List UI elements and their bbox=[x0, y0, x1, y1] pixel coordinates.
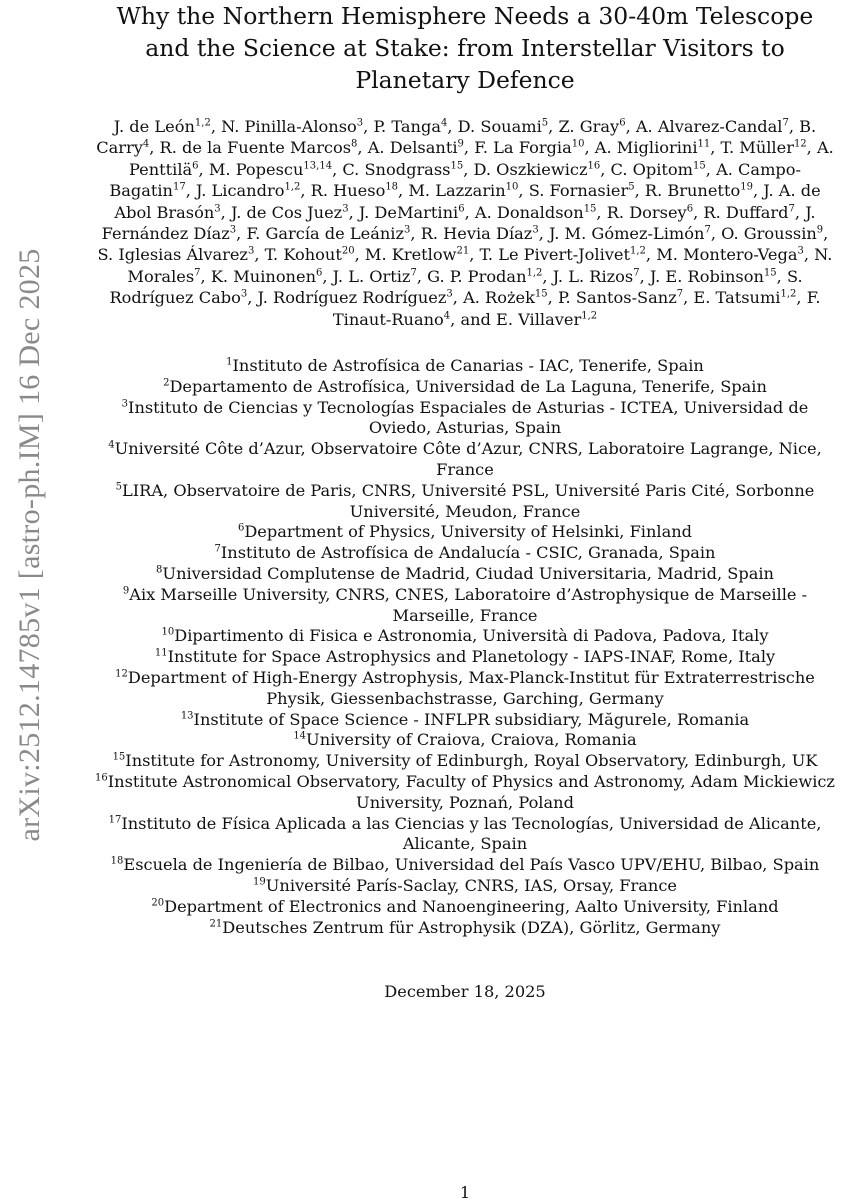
author-affiliation-marker: 8 bbox=[351, 139, 358, 151]
author-affiliation-marker: 7 bbox=[782, 117, 789, 129]
author-name: J. de León bbox=[113, 117, 195, 136]
affiliation-number: 4 bbox=[108, 439, 115, 451]
affiliation-number: 8 bbox=[156, 564, 163, 576]
author-name: R. Dorsey bbox=[606, 202, 687, 222]
author-affiliation-marker: 9 bbox=[816, 224, 824, 236]
author-affiliation-marker: 7 bbox=[194, 267, 201, 279]
affiliation-text: LIRA, Observatoire de Paris, CNRS, Université PSL, Université Paris Cité, Sorbonne Université, Meudon, France bbox=[122, 480, 815, 521]
affiliation-item bbox=[95, 585, 835, 627]
author-affiliation-marker: 17 bbox=[172, 181, 186, 193]
author-name: D. Oszkiewicz bbox=[473, 159, 588, 179]
affiliation-item bbox=[95, 481, 835, 523]
affiliation-text: Department of Electronics and Nanoengineering, Aalto University, Finland bbox=[164, 896, 779, 916]
author-name: D. Souami bbox=[457, 117, 542, 136]
affiliation-number: 20 bbox=[151, 897, 165, 909]
author-affiliation-marker: 5 bbox=[541, 117, 549, 129]
author-affiliation-marker: 7 bbox=[704, 224, 711, 236]
affiliation-number: 3 bbox=[121, 398, 129, 410]
affiliation-text: Department of Physics, University of Helsinki, Finland bbox=[244, 522, 693, 542]
author-affiliation-marker: 3 bbox=[247, 246, 255, 258]
author-name: R. Hevia Díaz bbox=[420, 224, 533, 244]
affiliation-number: 11 bbox=[154, 647, 168, 659]
affiliation-text: Université Côte d’Azur, Observatoire Côte d’Azur, CNRS, Laboratoire Lagrange, Nice, France bbox=[114, 439, 822, 479]
author-name: J. L. Rizos bbox=[552, 266, 634, 286]
affiliation-text: Université París-Saclay, CNRS, IAS, Orsay, France bbox=[265, 875, 677, 895]
author-affiliation-marker: 18 bbox=[385, 181, 399, 193]
author-list: J. de León$^{1,2}$, N. Pinilla-Alonso$^3$, P. Tanga$^4$, D. Souami$^5$, Z. Gray$^6$, A. Alvarez-Candal$^7$, B. Carry$^4$, R. de la Fuente Marcos$^8$, A. Delsanti$^9$, F. La Forgia$^{10}$, A. Migliorini$^{11}$, T. Müller$^{12}$, A. Penttilä$^6$, M. Popescu$^{13,14}$, C. Snodgrass$^{15}$, D. Oszkiewicz$^{16}$, C. Opitom$^{15}$, A. Campo-Bagatin$^{17}$, J. Licandro$^{1,2}$, R. Hueso$^{18}$, M. Lazzarin$^{10}$, S. Fornasier$^5$, R. Brunetto$^{19}$, J. A. de Abol Brasón$^3$, J. de Cos Juez$^3$, J. DeMartini$^6$, A. Donaldson$^{15}$, R. Dorsey$^6$, R. Duffard$^7$, J. Fernández Díaz$^3$, F. García de Leániz$^3$, R. Hevia Díaz$^3$, J. M. Gómez-Limón$^7$, O. Groussin$^9$, S. Iglesias Álvarez$^3$, T. Kohout$^{20}$, M. Kretlow$^{21}$, T. Le Pivert-Jolivet$^{1,2}$, M. Montero-Vega$^3$, N. Morales$^7$, K. Muinonen$^6$, J. L. Ortiz$^7$, G. P. Prodan$^{1,2}$, J. L. Rizos$^7$, J. E. Robinson$^{15}$, S. Rodríguez Cabo$^3$, J. Rodríguez Rodríguez$^3$, A. Rożek$^{15}$, P. Santos-Sanz$^7$, E. Tatsumi$^{1,2}$, F. Tinaut-Ruano$^4$, and E. Villaver$^{1,2}$ bbox=[96, 117, 834, 329]
author-affiliation-marker: 3 bbox=[532, 224, 539, 236]
affiliation-number: 2 bbox=[163, 377, 170, 389]
author-name: A. Alvarez-Candal bbox=[635, 117, 783, 136]
author-name: E. Tatsumi bbox=[693, 288, 781, 308]
author-name: F. García de Leániz bbox=[246, 224, 405, 244]
author-name: T. Kohout bbox=[264, 245, 342, 265]
author-affiliation-marker: 4 bbox=[142, 139, 150, 151]
affiliation-text: University of Craiova, Craiova, Romania bbox=[306, 730, 637, 750]
author-name: R. de la Fuente Marcos bbox=[159, 138, 352, 158]
author-name: S. Iglesias Álvarez bbox=[97, 245, 248, 265]
affiliation-number: 5 bbox=[115, 481, 123, 493]
author-name: S. Fornasier bbox=[528, 181, 629, 201]
author-name: C. Opitom bbox=[610, 159, 694, 179]
author-name: M. Lazzarin bbox=[408, 181, 506, 201]
author-name: T. Le Pivert-Jolivet bbox=[479, 245, 630, 265]
author-affiliation-marker: 3 bbox=[356, 117, 364, 129]
affiliation-item bbox=[95, 564, 835, 585]
author-affiliation-marker: 15 bbox=[693, 160, 706, 172]
author-affiliation-marker: 21 bbox=[456, 246, 470, 258]
affiliation-number: 12 bbox=[115, 668, 128, 680]
author-affiliation-marker: 1,2 bbox=[630, 246, 646, 258]
affiliation-number: 14 bbox=[293, 730, 307, 742]
author-name: J. de Cos Juez bbox=[230, 202, 343, 222]
author-affiliation-marker: 15 bbox=[534, 288, 548, 300]
author-affiliation-marker: 1,2 bbox=[194, 117, 211, 129]
affiliation-item bbox=[95, 918, 835, 939]
author-name: J. Licandro bbox=[196, 181, 285, 201]
author-name: R. Hueso bbox=[310, 181, 386, 201]
author-name: A. Delsanti bbox=[367, 138, 458, 158]
author-name: A. Campo-Bagatin bbox=[109, 159, 802, 201]
author-name: F. Tinaut-Ruano bbox=[332, 288, 821, 329]
author-name: A. Penttilä bbox=[128, 138, 834, 179]
author-name: A. Donaldson bbox=[474, 202, 584, 222]
author-affiliation-marker: 7 bbox=[788, 203, 795, 215]
affiliation-number: 7 bbox=[214, 543, 221, 555]
author-name: Z. Gray bbox=[558, 117, 620, 136]
author-name: J. DeMartini bbox=[358, 202, 459, 222]
author-affiliation-marker: 3 bbox=[404, 224, 411, 236]
affiliation-item bbox=[95, 522, 835, 543]
author-name: R. Duffard bbox=[703, 202, 789, 222]
affiliation-text: Institute of Space Science - INFLPR subsidiary, Măgurele, Romania bbox=[193, 709, 750, 729]
author-name: A. Migliorini bbox=[594, 138, 698, 158]
author-name: F. La Forgia bbox=[474, 138, 572, 158]
author-affiliation-marker: 6 bbox=[686, 203, 694, 215]
author-name: E. Villaver bbox=[496, 309, 582, 329]
affiliation-text: Institute for Space Astrophysics and Planetology - IAPS-INAF, Rome, Italy bbox=[167, 647, 776, 667]
author-affiliation-marker: 9 bbox=[457, 139, 464, 151]
affiliation-text: Instituto de Astrofísica de Canarias - IAC, Tenerife, Spain bbox=[232, 356, 704, 375]
affiliation-text: Aix Marseille University, CNRS, CNES, Laboratoire d’Astrophysique de Marseille - Marseille, France bbox=[129, 584, 808, 625]
author-affiliation-marker: 13,14 bbox=[303, 160, 333, 172]
author-affiliation-marker: 7 bbox=[676, 288, 684, 300]
arxiv-stamp bbox=[0, 0, 60, 1200]
author-name: J. Fernández Díaz bbox=[101, 202, 816, 244]
author-affiliation-marker: 6 bbox=[619, 117, 626, 129]
affiliation-number: 16 bbox=[95, 772, 108, 784]
author-name: B. Carry bbox=[96, 117, 817, 158]
author-affiliation-marker: 6 bbox=[316, 267, 323, 279]
author-name: J. Rodríguez Rodríguez bbox=[257, 288, 447, 308]
affiliation-item bbox=[95, 876, 835, 897]
paper-title: Why the Northern Hemisphere Needs a 30-40m Telescope and the Science at Stake: from Interstellar Visitors to Planetary Defence bbox=[116, 2, 814, 94]
author-name: J. M. Gómez-Limón bbox=[549, 224, 705, 244]
author-name: J. L. Ortiz bbox=[332, 266, 411, 286]
author-affiliation-marker: 6 bbox=[192, 160, 199, 172]
affiliation-item bbox=[95, 710, 835, 731]
author-affiliation-marker: 1,2 bbox=[526, 267, 543, 279]
affiliation-number: 18 bbox=[110, 855, 124, 867]
author-affiliation-marker: 19 bbox=[740, 181, 753, 193]
author-affiliation-marker: 3 bbox=[797, 246, 804, 258]
author-conjunction: and bbox=[460, 309, 491, 329]
affiliation-number: 9 bbox=[122, 585, 130, 597]
author-affiliation-marker: 3 bbox=[214, 203, 221, 215]
author-name: P. Santos-Sanz bbox=[557, 288, 677, 308]
author-affiliation-marker: 3 bbox=[229, 224, 237, 236]
author-affiliation-marker: 6 bbox=[458, 203, 465, 215]
affiliation-text: Deutsches Zentrum für Astrophysik (DZA), Görlitz, Germany bbox=[222, 917, 721, 937]
author-affiliation-marker: 10 bbox=[571, 139, 585, 151]
affiliation-text: Escuela de Ingeniería de Bilbao, Universidad del País Vasco UPV/EHU, Bilbao, Spain bbox=[123, 855, 820, 875]
author-name: N. Morales bbox=[127, 245, 833, 286]
author-affiliation-marker: 10 bbox=[505, 181, 519, 193]
affiliation-item bbox=[95, 730, 835, 751]
author-affiliation-marker: 15 bbox=[583, 203, 597, 215]
affiliation-text: Instituto de Astrofísica de Andalucía - CSIC, Granada, Spain bbox=[220, 543, 716, 563]
affiliation-number: 6 bbox=[237, 522, 245, 534]
author-name: K. Muinonen bbox=[210, 266, 316, 286]
author-name: N. Pinilla-Alonso bbox=[221, 117, 357, 136]
affiliation-number: 19 bbox=[253, 876, 266, 888]
author-affiliation-marker: 3 bbox=[240, 288, 248, 300]
publication-date: December 18, 2025 bbox=[384, 982, 546, 1001]
affiliation-text: Institute Astronomical Observatory, Faculty of Physics and Astronomy, Adam Mickiewicz University, Poznań, Poland bbox=[107, 771, 835, 812]
affiliation-item bbox=[95, 398, 835, 440]
author-name: P. Tanga bbox=[373, 117, 441, 136]
affiliation-text: Department of High-Energy Astrophysis, Max-Planck-Institut für Extraterrestrische Physik, Giessenbachstrasse, Garching, Germany bbox=[127, 667, 815, 708]
author-affiliation-marker: 5 bbox=[628, 181, 635, 193]
author-affiliation-marker: 3 bbox=[342, 203, 349, 215]
affiliation-item bbox=[95, 668, 835, 710]
affiliation-item bbox=[95, 814, 835, 856]
author-name: O. Groussin bbox=[721, 224, 817, 244]
affiliation-item bbox=[95, 647, 835, 668]
author-affiliation-marker: 11 bbox=[697, 139, 711, 151]
page-number: 1 bbox=[459, 1183, 471, 1202]
author-affiliation-marker: 7 bbox=[633, 267, 640, 279]
author-affiliation-marker: 20 bbox=[341, 246, 355, 258]
affiliation-item bbox=[95, 377, 835, 398]
author-name: A. Rożek bbox=[463, 288, 535, 308]
author-name: C. Snodgrass bbox=[342, 159, 451, 179]
affiliation-text: Institute for Astronomy, University of Edinburgh, Royal Observatory, Edinburgh, UK bbox=[125, 751, 818, 771]
author-name: T. Müller bbox=[720, 138, 794, 158]
affiliation-text: Instituto de Física Aplicada a las Ciencias y las Tecnologías, Universidad de Alicante, Alicante, Spain bbox=[121, 813, 822, 854]
affiliation-text: Departamento de Astrofísica, Universidad de La Laguna, Tenerife, Spain bbox=[169, 376, 767, 396]
author-affiliation-marker: 1,2 bbox=[581, 310, 598, 322]
affiliation-number: 17 bbox=[108, 814, 122, 826]
affiliation-item bbox=[95, 897, 835, 918]
affiliation-item bbox=[95, 626, 835, 647]
author-affiliation-marker: 1,2 bbox=[780, 288, 797, 300]
author-affiliation-marker: 4 bbox=[443, 310, 451, 322]
author-affiliation-marker: 15 bbox=[450, 160, 464, 172]
affiliation-item bbox=[95, 543, 835, 564]
affiliation-number: 1 bbox=[226, 356, 233, 368]
author-name: M. Popescu bbox=[208, 159, 304, 179]
author-name: R. Brunetto bbox=[644, 181, 741, 201]
affiliation-number: 21 bbox=[209, 918, 223, 930]
affiliation-number: 10 bbox=[161, 626, 175, 638]
affiliation-item bbox=[95, 772, 835, 814]
author-name: J. A. de Abol Brasón bbox=[114, 181, 821, 222]
author-affiliation-marker: 12 bbox=[793, 139, 807, 151]
author-affiliation-marker: 3 bbox=[446, 288, 453, 300]
affiliation-item bbox=[95, 356, 835, 377]
author-name: M. Kretlow bbox=[364, 245, 457, 265]
affiliation-number: 15 bbox=[112, 751, 126, 763]
author-name: M. Montero-Vega bbox=[656, 245, 798, 265]
arxiv-stamp-text: arXiv:2512.14785v1 [astro-ph.IM] 16 Dec 2025 bbox=[13, 248, 46, 842]
author-affiliation-marker: 15 bbox=[763, 267, 777, 279]
affiliation-text: Instituto de Ciencias y Tecnologías Espaciales de Asturias - ICTEA, Universidad de Oviedo, Asturias, Spain bbox=[128, 397, 809, 438]
affiliation-text: Dipartimento di Fisica e Astronomia, Università di Padova, Padova, Italy bbox=[174, 626, 769, 646]
author-affiliation-marker: 4 bbox=[440, 117, 448, 129]
author-affiliation-marker: 7 bbox=[410, 267, 417, 279]
author-name: G. P. Prodan bbox=[427, 266, 527, 286]
affiliation-item bbox=[95, 439, 835, 481]
author-name: J. E. Robinson bbox=[649, 266, 764, 286]
affiliation-number: 13 bbox=[180, 710, 194, 722]
affiliation-item bbox=[95, 855, 835, 876]
author-name: S. Rodríguez Cabo bbox=[109, 266, 803, 308]
affiliation-text: Universidad Complutense de Madrid, Ciudad Universitaria, Madrid, Spain bbox=[162, 563, 774, 583]
author-affiliation-marker: 1,2 bbox=[284, 181, 301, 193]
author-affiliation-marker: 16 bbox=[587, 160, 601, 172]
affiliation-list bbox=[95, 356, 835, 938]
affiliation-item bbox=[95, 751, 835, 772]
